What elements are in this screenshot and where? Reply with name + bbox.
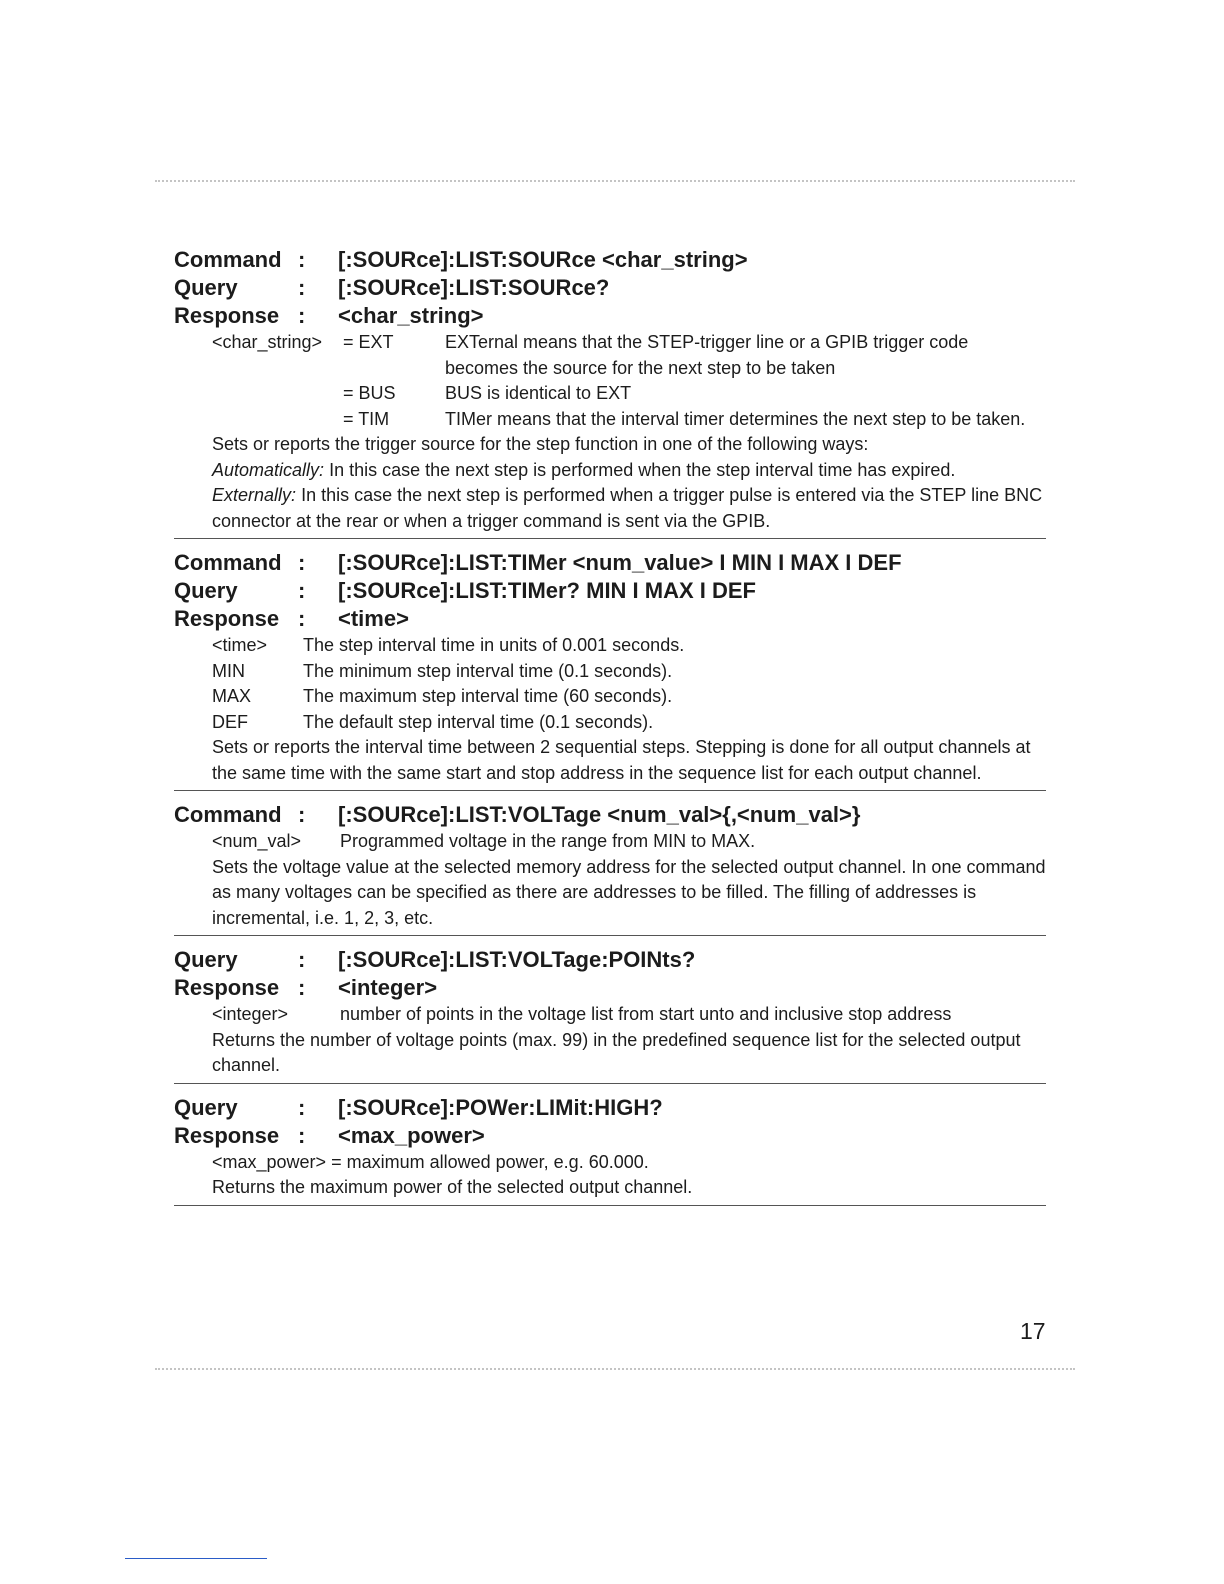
keyword: Response	[174, 303, 280, 328]
syntax: <char_string>	[338, 303, 484, 328]
query-line	[174, 1094, 1046, 1122]
mode-label: Externally:	[212, 485, 297, 505]
colon: :	[298, 275, 306, 300]
option-description: TIMer means that the interval timer determines the next step to be taken.	[445, 408, 1026, 429]
syntax: [:SOURce]:LIST:TIMer <num_value> I MIN I MAX I DEF	[338, 550, 902, 575]
colon: :	[298, 578, 306, 603]
param-label: <num_val>	[212, 831, 302, 851]
option-row	[212, 330, 1046, 381]
colon: :	[298, 1122, 306, 1148]
colon: :	[298, 1094, 306, 1120]
param-row	[212, 633, 1046, 659]
param-label: <time>	[212, 635, 268, 655]
keyword: Command	[174, 802, 282, 827]
section-voltage-points	[174, 946, 1046, 1084]
query-line	[174, 577, 1046, 605]
description-text: Returns the maximum power of the selected output channel.	[212, 1177, 693, 1197]
colon: :	[298, 947, 306, 972]
option-value: = EXT	[343, 332, 394, 352]
param-description: Programmed voltage in the range from MIN to MAX.	[340, 831, 756, 851]
option-description: BUS is identical to EXT	[445, 383, 632, 403]
mode-external	[212, 483, 1046, 534]
query-line	[174, 274, 1046, 302]
section-list-timer	[174, 549, 1046, 791]
page-content	[174, 246, 1046, 1216]
page-number: 17	[1020, 1318, 1046, 1344]
syntax: <max_power>	[338, 1122, 485, 1148]
param-row	[212, 710, 1046, 736]
description-text: Sets the voltage value at the selected memory address for the selected output channel. In one command as many voltages can be specified as there are addresses to be filled. The filling of addresses is incremental, i.e. 1, 2, 3, etc.	[212, 856, 1046, 928]
response-line	[174, 605, 1046, 633]
syntax: [:SOURce]:LIST:VOLTage <num_val>{,<num_val>}	[338, 802, 861, 827]
param-row	[212, 829, 1046, 855]
param-label: MAX	[212, 686, 252, 706]
option-row	[212, 381, 1046, 407]
query-line	[174, 946, 1046, 974]
option-row	[212, 407, 1046, 433]
mode-text: In this case the next step is performed when a trigger pulse is entered via the STEP line BNC connector at the rear or when a trigger command is sent via the GPIB.	[212, 485, 1043, 531]
colon: :	[298, 802, 306, 827]
param-row	[212, 659, 1046, 685]
syntax: [:SOURce]:POWer:LIMit:HIGH?	[338, 1094, 663, 1120]
response-line	[174, 302, 1046, 330]
param-description: number of points in the voltage list from start unto and inclusive stop address	[340, 1004, 952, 1024]
keyword: Command	[174, 247, 282, 272]
section-body	[174, 1002, 1046, 1079]
section-body	[174, 1150, 1046, 1201]
syntax: <integer>	[338, 975, 438, 1000]
param-description: The minimum step interval time (0.1 seconds).	[303, 660, 673, 681]
description-text: Returns the number of voltage points (max. 99) in the predefined sequence list for the selected output channel.	[212, 1029, 1021, 1075]
param-label: MIN	[212, 660, 245, 681]
command-line	[174, 246, 1046, 274]
command-line	[174, 549, 1046, 577]
option-description: EXTernal means that the STEP-trigger line or a GPIB trigger code becomes the source for the next step to be taken	[445, 332, 969, 378]
keyword: Query	[174, 275, 238, 300]
param-label: <char_string>	[212, 332, 323, 352]
description-text: Sets or reports the interval time between 2 sequential steps. Stepping is done for all output channels at the same time with the same start and stop address in the sequence list for each output channel.	[212, 737, 1031, 783]
keyword: Response	[174, 975, 280, 1000]
colon: :	[298, 606, 306, 631]
syntax: [:SOURce]:LIST:VOLTage:POINts?	[338, 947, 696, 972]
keyword: Query	[174, 1094, 238, 1120]
param-label: DEF	[212, 711, 248, 732]
param-description: The default step interval time (0.1 seconds).	[303, 711, 654, 732]
response-line	[174, 974, 1046, 1002]
param-description: The step interval time in units of 0.001 seconds.	[303, 635, 685, 655]
keyword: Query	[174, 578, 238, 603]
top-dotted-rule	[155, 180, 1075, 182]
keyword: Response	[174, 606, 280, 631]
description-text: Sets or reports the trigger source for the step function in one of the following ways:	[212, 434, 869, 454]
syntax: [:SOURce]:LIST:TIMer? MIN I MAX I DEF	[338, 578, 756, 603]
param-label: <max_power>	[212, 1151, 327, 1172]
keyword: Query	[174, 947, 238, 972]
colon: :	[298, 550, 306, 575]
param-label: <integer>	[212, 1004, 289, 1024]
mode-automatic	[212, 458, 1046, 484]
mode-label: Automatically:	[212, 459, 325, 480]
scan-edge-line	[125, 1558, 267, 1559]
param-description: = maximum allowed power, e.g. 60.000.	[331, 1151, 649, 1172]
section-list-voltage	[174, 801, 1046, 936]
section-body	[174, 633, 1046, 786]
keyword: Command	[174, 550, 282, 575]
colon: :	[298, 247, 306, 272]
colon: :	[298, 975, 306, 1000]
keyword: Response	[174, 1122, 280, 1148]
param-row	[212, 684, 1046, 710]
response-line	[174, 1122, 1046, 1150]
option-value: = TIM	[343, 408, 390, 429]
option-value: = BUS	[343, 383, 396, 403]
section-list-source	[174, 246, 1046, 539]
bottom-dotted-rule	[155, 1368, 1075, 1370]
section-power-limit-high	[174, 1094, 1046, 1206]
syntax: [:SOURce]:LIST:SOURce?	[338, 275, 610, 300]
param-row	[212, 1150, 1046, 1176]
mode-text: In this case the next step is performed when the step interval time has expired.	[329, 459, 956, 480]
section-body	[174, 829, 1046, 931]
syntax: <time>	[338, 606, 409, 631]
command-line	[174, 801, 1046, 829]
param-row	[212, 1002, 1046, 1028]
param-description: The maximum step interval time (60 seconds).	[303, 686, 673, 706]
syntax: [:SOURce]:LIST:SOURce <char_string>	[338, 247, 748, 272]
section-body	[174, 330, 1046, 534]
colon: :	[298, 303, 306, 328]
